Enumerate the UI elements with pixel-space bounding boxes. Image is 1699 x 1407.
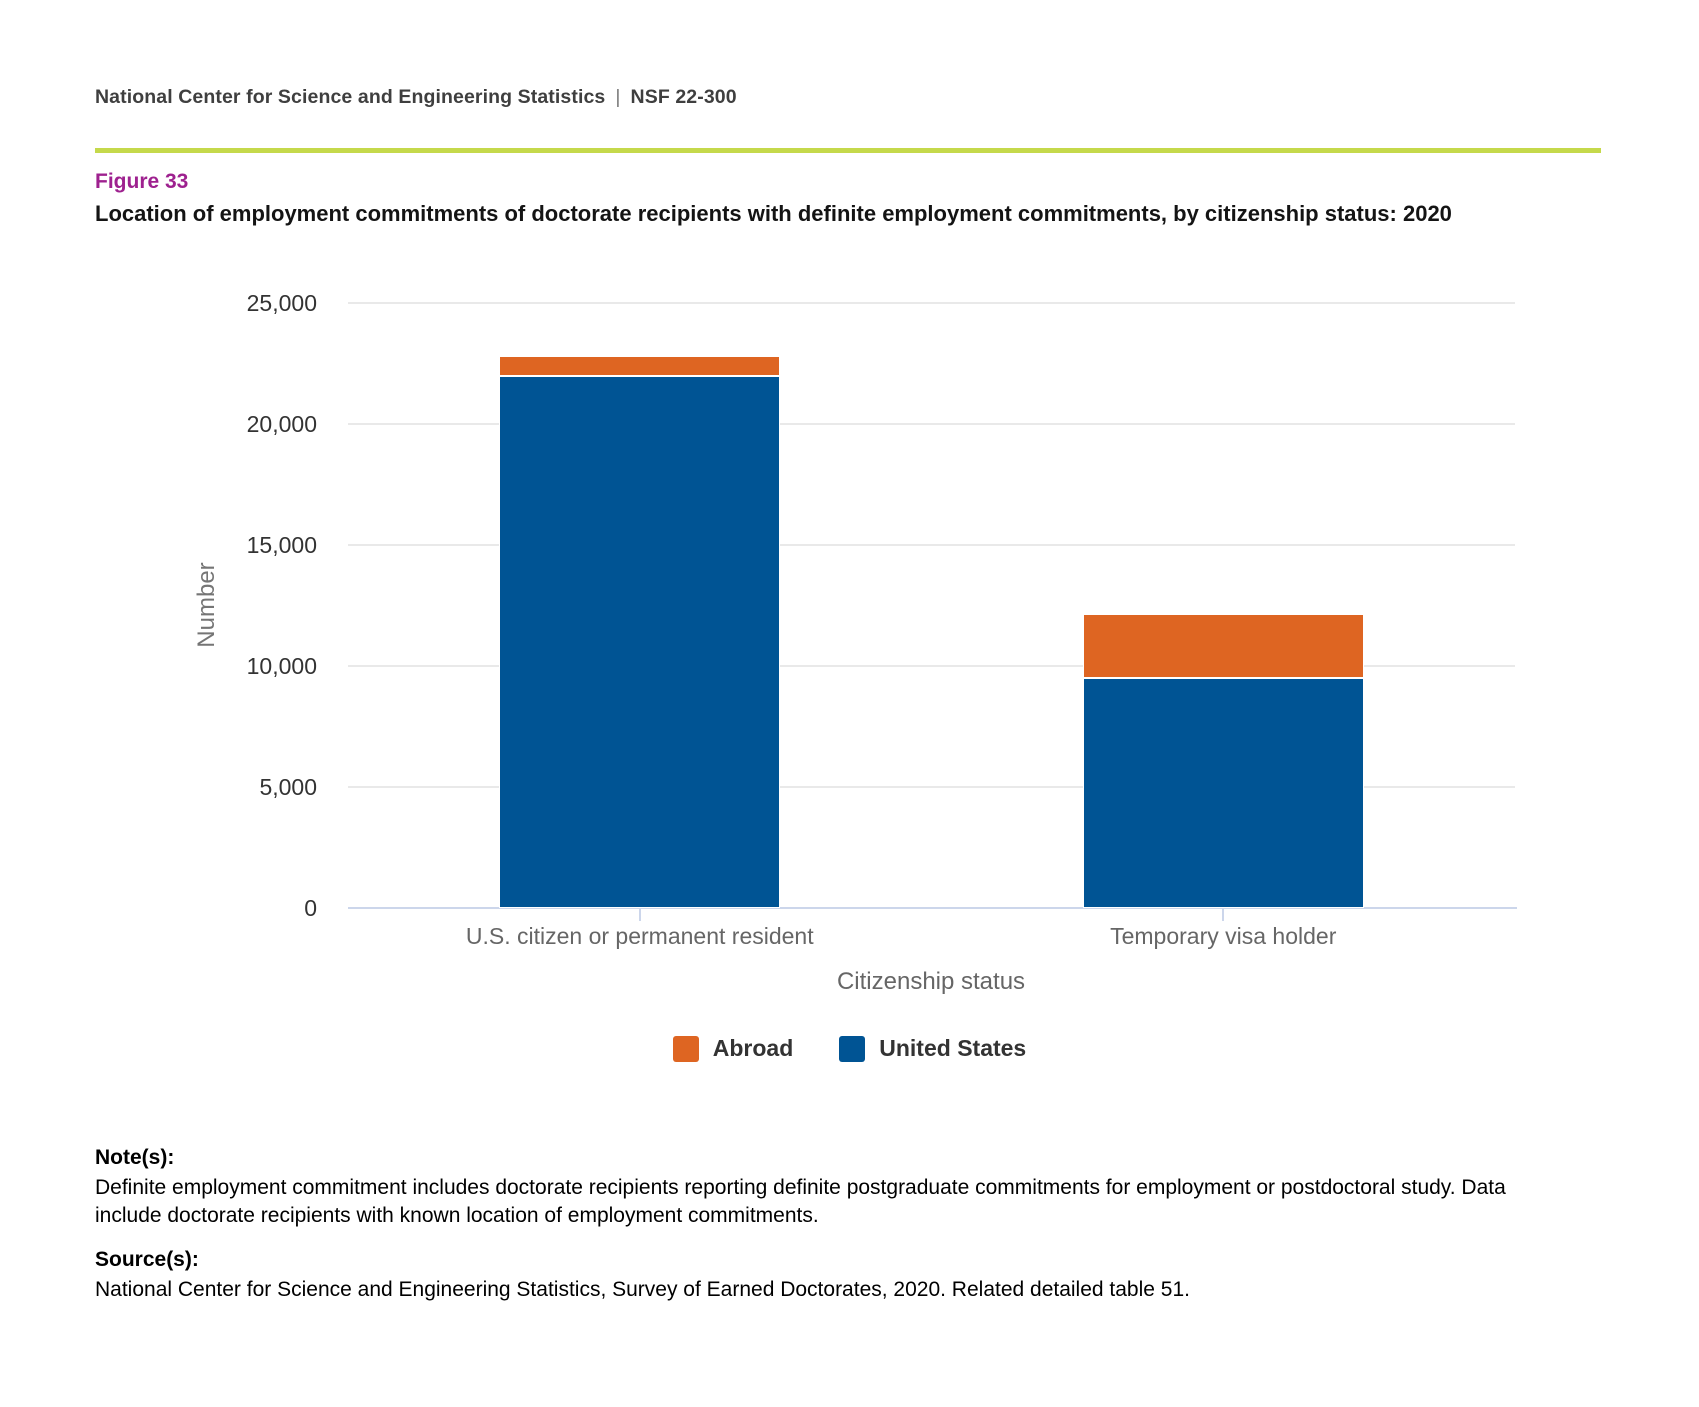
notes-body: Definite employment commitment includes doctorate recipients reporting definite postgraduate commitments for employment or postdoctoral study. Data include doctorate recipients with known location of employment commitments.: [95, 1176, 1506, 1227]
y-axis-tick-label: 0: [304, 895, 317, 921]
y-gridline: [348, 302, 1515, 304]
figure-title: Location of employment commitments of doctorate recipients with definite employment commitments, by citizenship status: 2020: [95, 201, 1452, 226]
header-separator: |: [615, 86, 621, 108]
y-axis-title: Number: [193, 562, 220, 648]
y-axis-tick-label: 15,000: [246, 532, 317, 558]
y-axis-tick-label: 10,000: [246, 653, 317, 679]
bar-segment-abroad[interactable]: [1083, 614, 1364, 678]
y-axis-tick-label: 25,000: [246, 290, 317, 316]
legend-item-abroad[interactable]: [673, 1035, 794, 1062]
y-axis-tick-label: 5,000: [259, 774, 317, 800]
bar-segment-abroad[interactable]: [499, 356, 780, 375]
y-axis-tick-label: 20,000: [246, 411, 317, 437]
x-axis-category-label: U.S. citizen or permanent resident: [465, 923, 814, 949]
legend-item-united-states[interactable]: [839, 1035, 1026, 1062]
bar-segment-united-states[interactable]: [1083, 678, 1364, 908]
sources-body: National Center for Science and Engineering Statistics, Survey of Earned Doctorates, 2020. Related detailed table 51.: [95, 1278, 1190, 1301]
sources-heading: Source(s):: [95, 1248, 199, 1271]
legend-swatch-united-states: [839, 1036, 865, 1062]
legend-label: United States: [879, 1035, 1027, 1061]
header-report-number: NSF 22-300: [630, 86, 737, 108]
notes-heading: Note(s):: [95, 1146, 175, 1169]
bar-segment-united-states[interactable]: [499, 376, 780, 908]
header-org: National Center for Science and Engineering Statistics: [95, 86, 606, 108]
figure-number-label: Figure 33: [95, 170, 189, 193]
legend-label: Abroad: [712, 1035, 794, 1061]
chart-legend: [0, 1035, 1699, 1062]
x-axis-tick: [639, 909, 641, 921]
legend-swatch-abroad: [673, 1036, 699, 1062]
x-axis-category-label: Temporary visa holder: [1110, 923, 1337, 949]
x-axis-title: Citizenship status: [836, 968, 1026, 995]
x-axis-tick: [1222, 909, 1224, 921]
